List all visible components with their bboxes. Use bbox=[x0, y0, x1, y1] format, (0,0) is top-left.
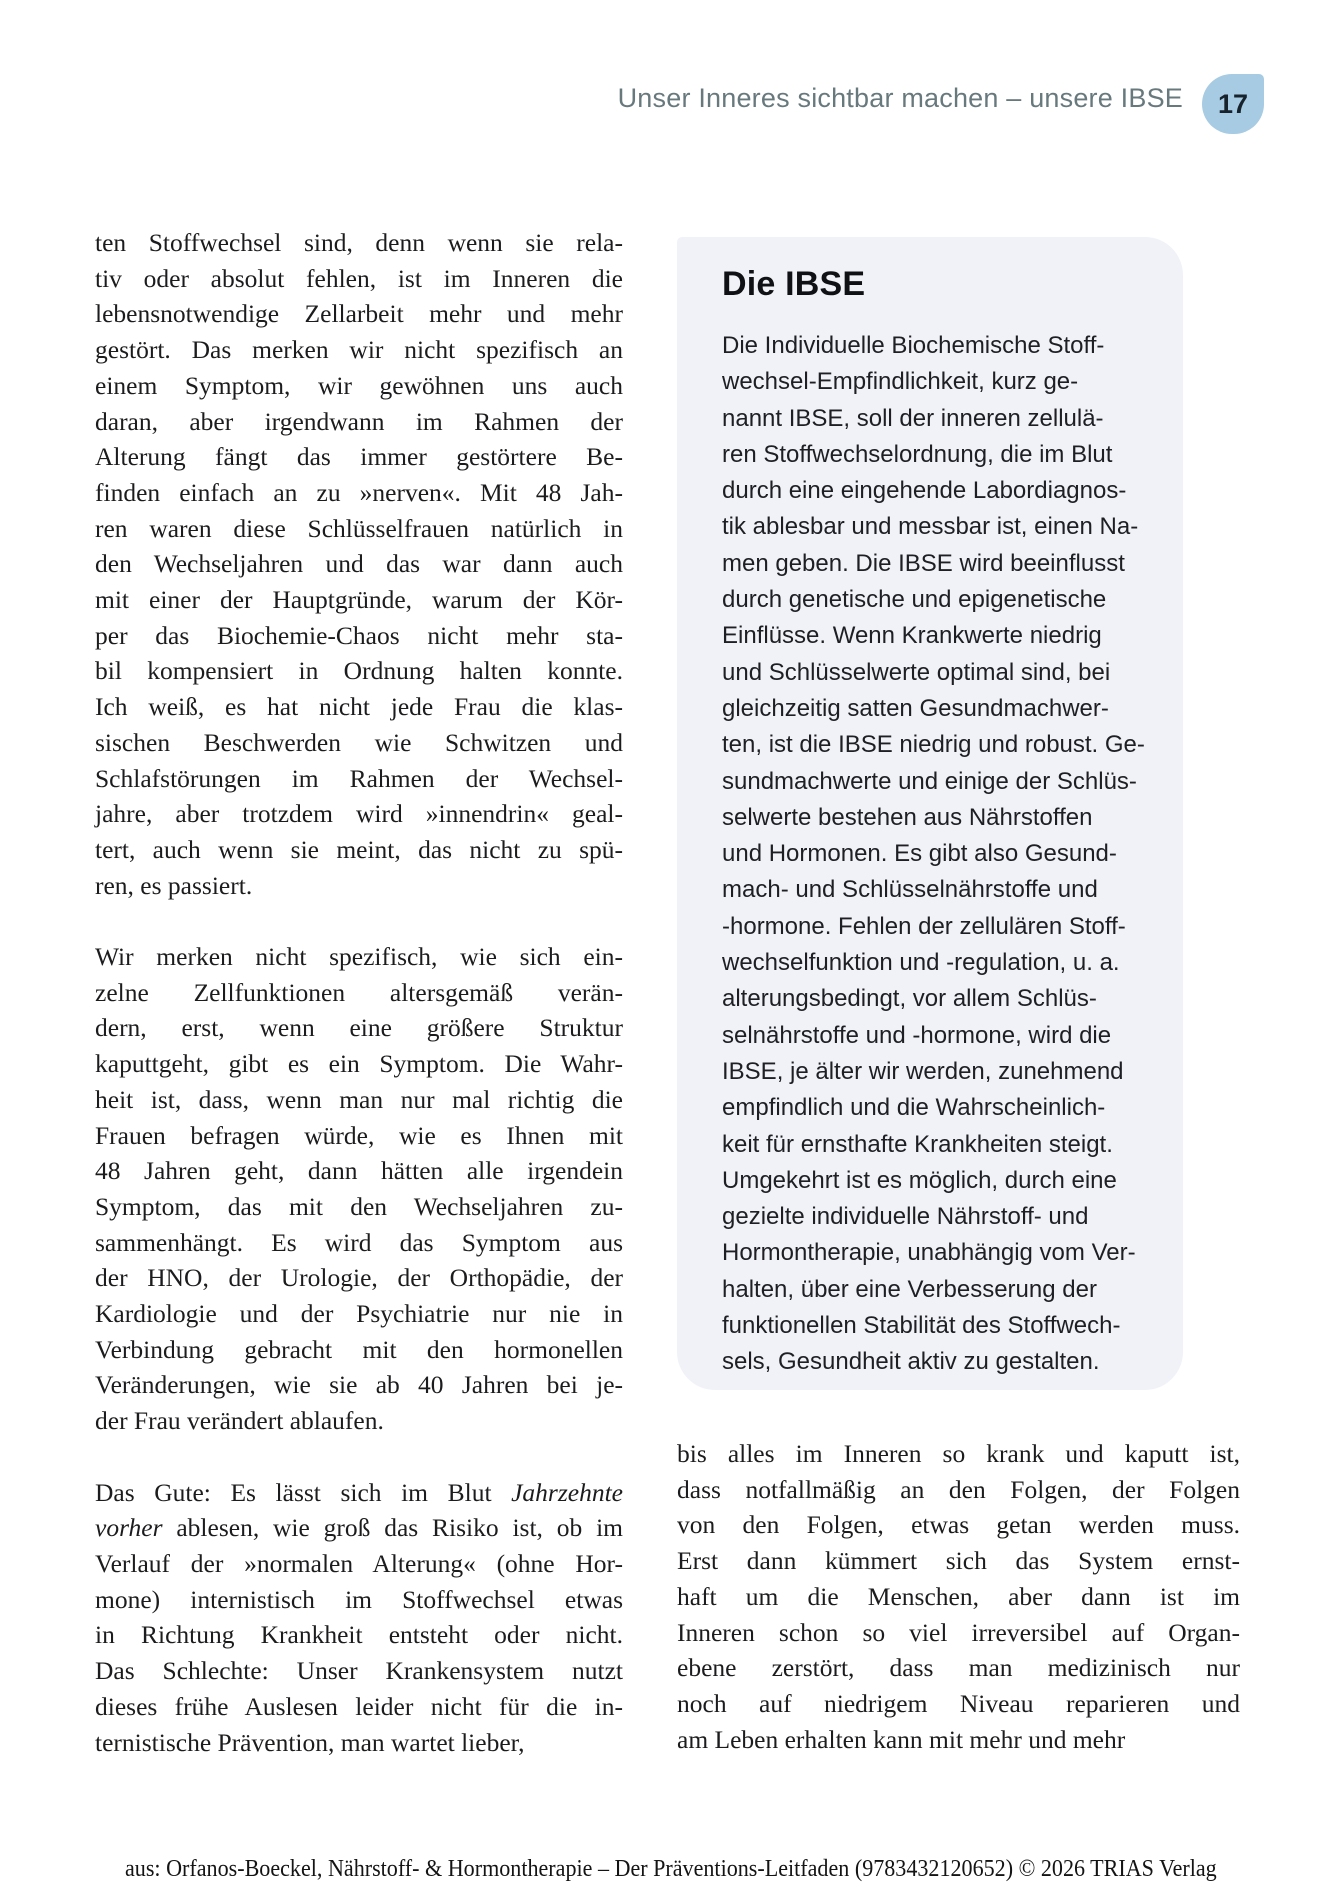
text-line: ten Stoffwechsel sind, denn wenn sie rela- bbox=[95, 228, 623, 257]
text-line: kaputtgeht, gibt es ein Symptom. Die Wahr- bbox=[95, 1049, 623, 1079]
text-line: Umgekehrt ist es möglich, durch eine bbox=[722, 1166, 1117, 1194]
text-line: noch auf niedrigem Niveau reparieren und bbox=[677, 1688, 1240, 1718]
text-line: dern, erst, wenn eine größere Struktur bbox=[95, 1013, 623, 1043]
text-line: sischen Beschwerden wie Schwitzen und bbox=[95, 727, 623, 757]
running-head: Unser Inneres sichtbar machen – unsere IBSE bbox=[617, 83, 1183, 113]
text-line: Verlauf der »normalen Alterung« (ohne Hor- bbox=[95, 1548, 623, 1578]
text-line: men geben. Die IBSE wird beeinflusst bbox=[722, 549, 1125, 577]
text-line: tert, auch wenn sie meint, das nicht zu spü- bbox=[95, 834, 623, 864]
text-line: Erst dann kümmert sich das System ernst- bbox=[677, 1546, 1240, 1576]
text-line: Die Individuelle Biochemische Stoff- bbox=[722, 332, 1105, 359]
text-line: dieses frühe Auslesen leider nicht für die in- bbox=[95, 1691, 623, 1721]
text-line: alterungsbedingt, vor allem Schlüs- bbox=[722, 985, 1097, 1013]
text-line: bis alles im Inneren so krank und kaputt ist, bbox=[677, 1439, 1240, 1468]
text-line: Schlafstörungen im Rahmen der Wechsel- bbox=[95, 763, 623, 793]
right-text-column bbox=[677, 1436, 1240, 1757]
page-number-badge: 17 bbox=[1202, 74, 1264, 134]
text-line: Veränderungen, wie sie ab 40 Jahren bei je- bbox=[95, 1370, 623, 1400]
text-line: mit einer der Hauptgründe, warum der Kör- bbox=[95, 585, 623, 615]
left-text-column bbox=[95, 225, 623, 1760]
text-line: in Richtung Krankheit entsteht oder nicht. bbox=[95, 1620, 623, 1650]
text-line: tiv oder absolut fehlen, ist im Inneren die bbox=[95, 263, 623, 293]
text-line: 48 Jahren geht, dann hätten alle irgendein bbox=[95, 1156, 623, 1186]
footer-credit: aus: Orfanos-Boeckel, Nährstoff- & Hormontherapie – Der Präventions-Leitfaden (9783432120652) © 2026 TRIAS Verlag bbox=[125, 1856, 1217, 1882]
text-line: Symptom, das mit den Wechseljahren zu- bbox=[95, 1191, 623, 1221]
text-line: von den Folgen, etwas getan werden muss. bbox=[677, 1510, 1240, 1540]
text-line: Das Schlechte: Unser Krankensystem nutzt bbox=[95, 1656, 623, 1686]
text-line: -hormone. Fehlen der zellulären Stoff- bbox=[722, 912, 1126, 940]
text-line: gestört. Das merken wir nicht spezifisch an bbox=[95, 335, 623, 365]
text-line: haft um die Menschen, aber dann ist im bbox=[677, 1581, 1240, 1611]
info-box-die-ibse bbox=[677, 237, 1183, 1390]
text-line: den Wechseljahren und das war dann auch bbox=[95, 549, 623, 579]
text-line: ren, es passiert. bbox=[95, 870, 253, 900]
text-line: wechselfunktion und -regulation, u. a. bbox=[722, 949, 1120, 977]
text-line: ten, ist die IBSE niedrig und robust. Ge- bbox=[722, 731, 1145, 759]
text-line: Wir merken nicht spezifisch, wie sich ein- bbox=[95, 942, 623, 972]
paragraph bbox=[95, 225, 623, 903]
text-line: tik ablesbar und messbar ist, einen Na- bbox=[722, 513, 1139, 541]
text-line: ebene zerstört, dass man medizinisch nur bbox=[677, 1653, 1240, 1683]
text-line: Ich weiß, es hat nicht jede Frau die klas- bbox=[95, 692, 623, 722]
text-line: Einflüsse. Wenn Krankwerte niedrig bbox=[722, 622, 1102, 650]
text-line: durch genetische und epigenetische bbox=[722, 586, 1107, 614]
text-line: jahre, aber trotzdem wird »innendrin« geal- bbox=[95, 799, 623, 829]
text-line: Frauen befragen würde, wie es Ihnen mit bbox=[95, 1120, 623, 1150]
text-line: sels, Gesundheit aktiv zu gestalten. bbox=[722, 1348, 1100, 1376]
text-line: selwerte bestehen aus Nährstoffen bbox=[722, 803, 1093, 831]
text-line: und Hormonen. Es gibt also Gesund- bbox=[722, 840, 1117, 868]
text-line: am Leben erhalten kann mit mehr und mehr bbox=[677, 1724, 1126, 1754]
text-line: finden einfach an zu »nerven«. Mit 48 Jah- bbox=[95, 477, 623, 507]
paragraph bbox=[95, 939, 623, 1439]
text-line: Kardiologie und der Psychiatrie nur nie in bbox=[95, 1299, 623, 1329]
text-line: gezielte individuelle Nährstoff- und bbox=[722, 1203, 1089, 1231]
text-line: daran, aber irgendwann im Rahmen der bbox=[95, 406, 623, 436]
text-line: IBSE, je älter wir werden, zunehmend bbox=[722, 1057, 1124, 1085]
text-line: der HNO, der Urologie, der Orthopädie, der bbox=[95, 1263, 623, 1293]
text-line: sammenhängt. Es wird das Symptom aus bbox=[95, 1227, 623, 1257]
text-line: ren Stoffwechselordnung, die im Blut bbox=[722, 440, 1113, 468]
text-line: selnährstoffe und -hormone, wird die bbox=[722, 1021, 1112, 1049]
text-line: heit ist, dass, wenn man nur mal richtig die bbox=[95, 1084, 623, 1114]
text-line: dass notfallmäßig an den Folgen, der Folgen bbox=[677, 1474, 1240, 1504]
paragraph bbox=[95, 1475, 623, 1761]
text-line: halten, über eine Verbesserung der bbox=[722, 1275, 1097, 1303]
text-line: einem Symptom, wir gewöhnen uns auch bbox=[95, 370, 623, 400]
text-line: empfindlich und die Wahrscheinlich- bbox=[722, 1094, 1106, 1122]
text-line: gleichzeitig satten Gesundmachwer- bbox=[722, 694, 1109, 722]
text-line: per das Biochemie-Chaos nicht mehr sta- bbox=[95, 620, 623, 650]
text-line: mone) internistisch im Stoffwechsel etwas bbox=[95, 1584, 623, 1614]
text-line: Inneren schon so viel irreversibel auf Organ- bbox=[677, 1617, 1240, 1647]
text-line: vorher ablesen, wie groß das Risiko ist, ob im bbox=[95, 1513, 623, 1543]
text-line: nannt IBSE, soll der inneren zellulä- bbox=[722, 404, 1104, 432]
text-line: durch eine eingehende Labordiagnos- bbox=[722, 477, 1127, 505]
text-line: mach- und Schlüsselnährstoffe und bbox=[722, 876, 1098, 904]
text-line: sundmachwerte und einige der Schlüs- bbox=[722, 767, 1137, 795]
text-line: wechsel-Empfindlichkeit, kurz ge- bbox=[722, 368, 1079, 396]
text-line: bil kompensiert in Ordnung halten konnte. bbox=[95, 656, 623, 686]
info-box-body bbox=[722, 328, 1167, 1381]
text-line: zelne Zellfunktionen altersgemäß verän- bbox=[95, 977, 623, 1007]
text-line: der Frau verändert ablaufen. bbox=[95, 1406, 384, 1436]
text-line: Hormontherapie, unabhängig vom Ver- bbox=[722, 1239, 1136, 1267]
text-line: Verbindung gebracht mit den hormonellen bbox=[95, 1334, 623, 1364]
text-line: ternistische Prävention, man wartet lieber, bbox=[95, 1727, 525, 1757]
text-line: lebensnotwendige Zellarbeit mehr und mehr bbox=[95, 299, 623, 329]
info-box-title: Die IBSE bbox=[722, 265, 866, 303]
text-line: funktionellen Stabilität des Stoffwech- bbox=[722, 1312, 1121, 1340]
text-line: Das Gute: Es lässt sich im Blut Jahrzehnte bbox=[95, 1477, 623, 1507]
text-line: und Schlüsselwerte optimal sind, bei bbox=[722, 658, 1111, 686]
text-line: Alterung fängt das immer gestörtere Be- bbox=[95, 442, 623, 472]
text-line: keit für ernsthafte Krankheiten steigt. bbox=[722, 1130, 1113, 1158]
paragraph bbox=[677, 1436, 1240, 1757]
text-line: ren waren diese Schlüsselfrauen natürlich in bbox=[95, 513, 623, 543]
